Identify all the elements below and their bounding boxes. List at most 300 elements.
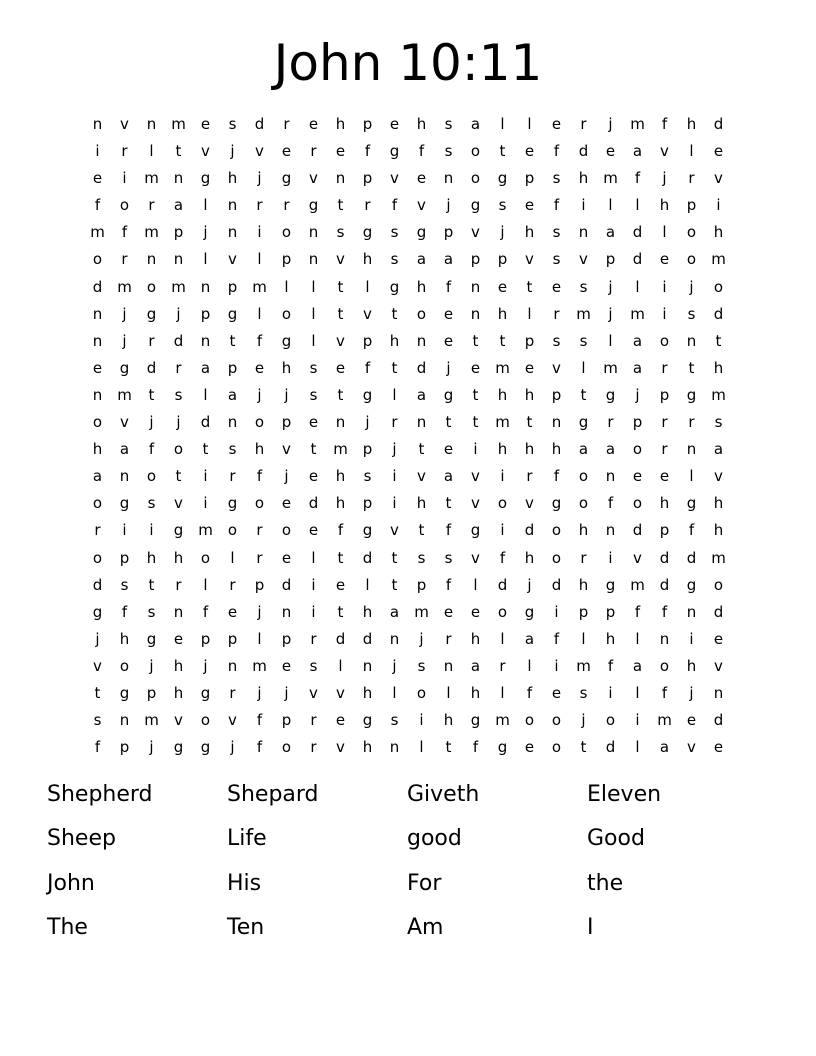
grid-letter: l (311, 331, 316, 350)
grid-letter: g (389, 277, 400, 296)
grid-letter: g (686, 385, 697, 404)
grid-letter: p (362, 169, 373, 188)
grid-letter: p (632, 413, 643, 432)
word-bank-item: The (47, 914, 88, 940)
grid-letter: i (473, 440, 478, 459)
grid-letter: e (227, 602, 238, 621)
grid-letter: s (174, 385, 183, 404)
grid-letter: l (608, 196, 613, 215)
grid-letter: t (688, 358, 695, 377)
grid-letter: o (281, 738, 292, 757)
grid-letter: r (661, 440, 668, 459)
grid-letter: i (500, 467, 505, 486)
grid-letter: f (445, 575, 452, 594)
grid-letter: a (632, 331, 643, 350)
grid-letter: o (470, 142, 481, 161)
grid-letter: l (635, 196, 640, 215)
grid-letter: o (146, 467, 157, 486)
grid-letter: o (92, 413, 103, 432)
grid-letter: j (149, 656, 154, 675)
grid-letter: g (200, 169, 211, 188)
grid-letter: p (362, 494, 373, 513)
grid-letter: t (229, 331, 236, 350)
grid-letter: d (92, 575, 103, 594)
grid-letter: s (147, 494, 156, 513)
grid-letter: d (713, 711, 724, 730)
grid-letter: v (336, 738, 345, 757)
grid-letter: j (662, 169, 667, 188)
grid-letter: r (391, 413, 398, 432)
grid-letter: m (711, 250, 726, 269)
grid-letter: m (117, 385, 132, 404)
grid-letter: l (203, 250, 208, 269)
grid-letter: p (551, 385, 562, 404)
grid-letter: i (635, 711, 640, 730)
grid-letter: n (686, 440, 697, 459)
grid-letter: o (551, 521, 562, 540)
grid-letter: j (203, 223, 208, 242)
grid-letter: p (200, 629, 211, 648)
grid-letter: m (657, 711, 672, 730)
grid-letter: m (171, 277, 186, 296)
grid-letter: f (553, 142, 560, 161)
grid-letter: m (630, 115, 645, 133)
grid-letter: r (256, 548, 263, 567)
grid-letter: p (362, 440, 373, 459)
grid-letter: s (228, 440, 237, 459)
grid-letter: j (635, 385, 640, 404)
grid-letter: t (310, 440, 317, 459)
grid-letter: r (607, 413, 614, 432)
grid-letter: j (608, 115, 613, 133)
grid-letter: j (257, 602, 262, 621)
grid-letter: j (689, 277, 694, 296)
word-bank-item: Good (587, 826, 645, 852)
word-bank-item: Am (407, 914, 444, 940)
grid-letter: r (283, 115, 290, 133)
grid-letter: g (362, 223, 373, 242)
grid-letter: p (281, 629, 292, 648)
grid-letter: m (495, 711, 510, 730)
grid-letter: p (524, 331, 535, 350)
grid-letter: d (659, 548, 670, 567)
word-bank-item: Giveth (407, 782, 480, 807)
grid-letter: v (201, 142, 210, 161)
grid-letter: g (308, 196, 319, 215)
grid-letter: s (390, 711, 399, 730)
grid-letter: r (256, 521, 263, 540)
grid-letter: g (497, 738, 508, 757)
grid-letter: h (713, 521, 724, 540)
grid-letter: n (443, 169, 454, 188)
grid-letter: t (526, 413, 533, 432)
grid-letter: h (713, 494, 724, 513)
grid-letter: n (200, 277, 211, 296)
grid-letter: i (500, 521, 505, 540)
grid-letter: h (362, 683, 373, 702)
grid-letter: r (175, 575, 182, 594)
grid-letter: o (92, 548, 103, 567)
grid-letter: e (389, 115, 400, 133)
grid-letter: e (713, 629, 724, 648)
grid-letter: e (443, 602, 454, 621)
grid-letter: t (148, 575, 155, 594)
grid-letter: p (362, 115, 373, 133)
grid-row (84, 545, 732, 572)
grid-letter: j (230, 142, 235, 161)
grid-letter: o (605, 711, 616, 730)
grid-letter: l (635, 683, 640, 702)
grid-letter: t (580, 385, 587, 404)
grid-letter: o (254, 494, 265, 513)
grid-letter: p (227, 629, 238, 648)
grid-letter: g (578, 413, 589, 432)
grid-letter: p (416, 575, 427, 594)
grid-letter: v (336, 683, 345, 702)
grid-letter: h (578, 575, 589, 594)
grid-letter: o (551, 711, 562, 730)
grid-letter: l (635, 629, 640, 648)
grid-letter: v (471, 467, 480, 486)
grid-letter: f (553, 629, 560, 648)
grid-row (84, 409, 732, 436)
grid-letter: s (687, 304, 696, 323)
grid-letter: v (417, 467, 426, 486)
grid-letter: j (446, 196, 451, 215)
grid-letter: l (446, 683, 451, 702)
grid-letter: s (390, 250, 399, 269)
grid-letter: f (121, 223, 128, 242)
grid-letter: e (308, 521, 319, 540)
grid-letter: p (605, 602, 616, 621)
grid-letter: l (662, 223, 667, 242)
grid-letter: e (470, 358, 481, 377)
grid-letter: s (228, 115, 237, 133)
grid-letter: e (254, 358, 265, 377)
grid-letter: a (443, 467, 454, 486)
grid-letter: g (119, 494, 130, 513)
grid-letter: o (659, 331, 670, 350)
word-bank-item: Shepard (227, 782, 319, 807)
grid-letter: d (335, 629, 346, 648)
grid-letter: n (578, 223, 589, 242)
grid-letter: s (417, 656, 426, 675)
grid-letter: s (579, 277, 588, 296)
grid-letter: f (418, 142, 425, 161)
grid-letter: g (362, 711, 373, 730)
grid-letter: g (524, 602, 535, 621)
grid-letter: i (554, 656, 559, 675)
grid-letter: m (414, 602, 429, 621)
grid-letter: e (659, 250, 670, 269)
grid-letter: v (309, 169, 318, 188)
grid-letter: o (119, 656, 130, 675)
grid-letter: h (686, 115, 697, 133)
grid-letter: e (659, 467, 670, 486)
grid-letter: r (310, 142, 317, 161)
grid-letter: f (553, 196, 560, 215)
grid-letter: l (689, 142, 694, 161)
grid-letter: j (122, 331, 127, 350)
grid-letter: l (230, 548, 235, 567)
grid-letter: g (119, 358, 130, 377)
grid-letter: g (470, 711, 481, 730)
grid-letter: o (632, 440, 643, 459)
grid-letter: e (335, 711, 346, 730)
grid-letter: l (284, 277, 289, 296)
grid-letter: r (310, 738, 317, 757)
grid-letter: v (660, 142, 669, 161)
grid-letter: t (715, 331, 722, 350)
grid-letter: l (203, 196, 208, 215)
grid-letter: r (526, 467, 533, 486)
grid-letter: g (227, 304, 238, 323)
word-bank-item: Sheep (47, 826, 116, 852)
grid-letter: l (689, 467, 694, 486)
grid-letter: a (200, 358, 211, 377)
grid-letter: v (228, 711, 237, 730)
grid-letter: e (713, 738, 724, 757)
grid-letter: n (335, 169, 346, 188)
grid-letter: f (553, 467, 560, 486)
grid-letter: v (687, 738, 696, 757)
grid-letter: o (281, 223, 292, 242)
grid-letter: h (659, 196, 670, 215)
grid-letter: e (443, 304, 454, 323)
word-bank-item: good (407, 826, 462, 852)
grid-letter: o (92, 494, 103, 513)
grid-letter: l (581, 358, 586, 377)
grid-letter: h (497, 304, 508, 323)
grid-letter: l (203, 385, 208, 404)
grid-letter: r (661, 413, 668, 432)
grid-letter: e (524, 142, 535, 161)
grid-letter: h (173, 548, 184, 567)
word-bank-item: His (227, 870, 262, 896)
grid-letter: e (551, 683, 562, 702)
grid-letter: p (281, 711, 292, 730)
grid-letter: f (337, 521, 344, 540)
grid-letter: t (148, 385, 155, 404)
grid-letter: v (390, 169, 399, 188)
grid-letter: j (392, 656, 397, 675)
grid-letter: d (551, 575, 562, 594)
grid-row (84, 734, 732, 761)
grid-letter: d (281, 575, 292, 594)
grid-letter: m (252, 277, 267, 296)
grid-letter: o (416, 683, 427, 702)
grid-letter: r (310, 711, 317, 730)
grid-letter: m (603, 169, 618, 188)
grid-letter: n (362, 656, 373, 675)
grid-letter: v (336, 250, 345, 269)
grid-letter: i (392, 494, 397, 513)
grid-letter: e (335, 358, 346, 377)
grid-letter: f (202, 602, 209, 621)
grid-letter: e (92, 358, 103, 377)
grid-letter: f (256, 467, 263, 486)
grid-letter: d (632, 250, 643, 269)
grid-letter: m (144, 169, 159, 188)
grid-letter: a (173, 196, 184, 215)
grid-letter: n (686, 602, 697, 621)
grid-letter: i (608, 548, 613, 567)
grid-letter: i (203, 494, 208, 513)
grid-row (84, 111, 732, 138)
grid-letter: t (472, 413, 479, 432)
grid-letter: p (254, 575, 265, 594)
grid-letter: t (337, 196, 344, 215)
word-bank-item: Ten (227, 914, 265, 940)
grid-letter: r (148, 331, 155, 350)
grid-letter: r (175, 358, 182, 377)
grid-letter: g (686, 494, 697, 513)
grid-letter: v (390, 521, 399, 540)
grid-letter: a (470, 656, 481, 675)
grid-letter: t (499, 142, 506, 161)
grid-letter: p (200, 304, 211, 323)
grid-letter: g (497, 169, 508, 188)
grid-letter: v (282, 440, 291, 459)
grid-letter: l (527, 304, 532, 323)
word-bank-item: John (47, 870, 95, 896)
grid-letter: s (93, 711, 102, 730)
grid-letter: i (149, 521, 154, 540)
grid-letter: d (416, 358, 427, 377)
grid-letter: g (362, 521, 373, 540)
grid-letter: r (94, 521, 101, 540)
grid-row (84, 192, 732, 219)
grid-letter: v (120, 115, 129, 133)
grid-letter: o (119, 196, 130, 215)
grid-letter: m (630, 304, 645, 323)
grid-letter: p (443, 223, 454, 242)
grid-letter: j (527, 575, 532, 594)
grid-letter: n (227, 223, 238, 242)
grid-letter: i (95, 142, 100, 161)
grid-letter: n (173, 250, 184, 269)
grid-letter: p (119, 738, 130, 757)
grid-letter: d (659, 575, 670, 594)
grid-letter: t (445, 738, 452, 757)
grid-letter: g (281, 169, 292, 188)
grid-letter: i (554, 602, 559, 621)
grid-letter: g (200, 738, 211, 757)
grid-letter: d (173, 331, 184, 350)
grid-letter: r (229, 575, 236, 594)
grid-letter: f (472, 738, 479, 757)
grid-letter: v (525, 494, 534, 513)
grid-letter: g (551, 494, 562, 513)
grid-letter: n (389, 629, 400, 648)
grid-letter: l (149, 142, 154, 161)
grid-letter: m (90, 223, 105, 242)
grid-letter: g (200, 683, 211, 702)
grid-letter: i (203, 467, 208, 486)
grid-letter: p (281, 413, 292, 432)
grid-letter: r (310, 629, 317, 648)
grid-letter: n (416, 331, 427, 350)
grid-letter: o (497, 602, 508, 621)
grid-letter: s (552, 169, 561, 188)
grid-letter: l (392, 385, 397, 404)
grid-letter: f (634, 602, 641, 621)
grid-letter: t (526, 277, 533, 296)
grid-letter: e (281, 142, 292, 161)
grid-letter: r (445, 629, 452, 648)
grid-letter: e (524, 358, 535, 377)
grid-letter: o (551, 738, 562, 757)
grid-letter: t (337, 277, 344, 296)
grid-letter: v (714, 656, 723, 675)
grid-letter: j (203, 656, 208, 675)
grid-letter: f (526, 683, 533, 702)
grid-letter: p (470, 250, 481, 269)
grid-row (84, 355, 732, 382)
grid-letter: h (578, 521, 589, 540)
grid-letter: n (119, 711, 130, 730)
grid-letter: l (500, 115, 505, 133)
grid-letter: d (713, 304, 724, 323)
grid-letter: h (92, 440, 103, 459)
grid-letter: s (444, 548, 453, 567)
grid-letter: m (495, 413, 510, 432)
grid-letter: a (632, 656, 643, 675)
grid-letter: l (392, 683, 397, 702)
grid-letter: d (362, 629, 373, 648)
grid-letter: n (686, 331, 697, 350)
grid-letter: r (229, 467, 236, 486)
grid-letter: j (608, 304, 613, 323)
grid-letter: p (659, 521, 670, 540)
grid-letter: o (227, 521, 238, 540)
grid-letter: h (497, 385, 508, 404)
grid-letter: v (417, 196, 426, 215)
grid-letter: t (472, 331, 479, 350)
grid-letter: h (713, 223, 724, 242)
grid-letter: m (144, 711, 159, 730)
grid-letter: n (227, 196, 238, 215)
grid-letter: f (634, 169, 641, 188)
grid-letter: l (203, 575, 208, 594)
grid-letter: d (146, 358, 157, 377)
grid-letter: v (228, 250, 237, 269)
grid-letter: g (119, 683, 130, 702)
grid-letter: a (713, 440, 724, 459)
grid-letter: h (119, 629, 130, 648)
grid-letter: o (524, 711, 535, 730)
grid-letter: l (527, 115, 532, 133)
grid-letter: h (686, 656, 697, 675)
grid-letter: r (256, 196, 263, 215)
grid-letter: g (470, 521, 481, 540)
grid-letter: h (443, 711, 454, 730)
word-search-grid (84, 111, 732, 761)
grid-letter: r (121, 250, 128, 269)
grid-letter: j (122, 304, 127, 323)
grid-letter: h (335, 467, 346, 486)
grid-letter: n (92, 331, 103, 350)
grid-row (84, 572, 732, 599)
grid-letter: p (578, 602, 589, 621)
grid-letter: p (227, 277, 238, 296)
grid-letter: j (689, 683, 694, 702)
grid-letter: h (335, 494, 346, 513)
grid-letter: f (94, 196, 101, 215)
grid-letter: t (472, 385, 479, 404)
grid-letter: n (605, 521, 616, 540)
grid-letter: r (121, 142, 128, 161)
